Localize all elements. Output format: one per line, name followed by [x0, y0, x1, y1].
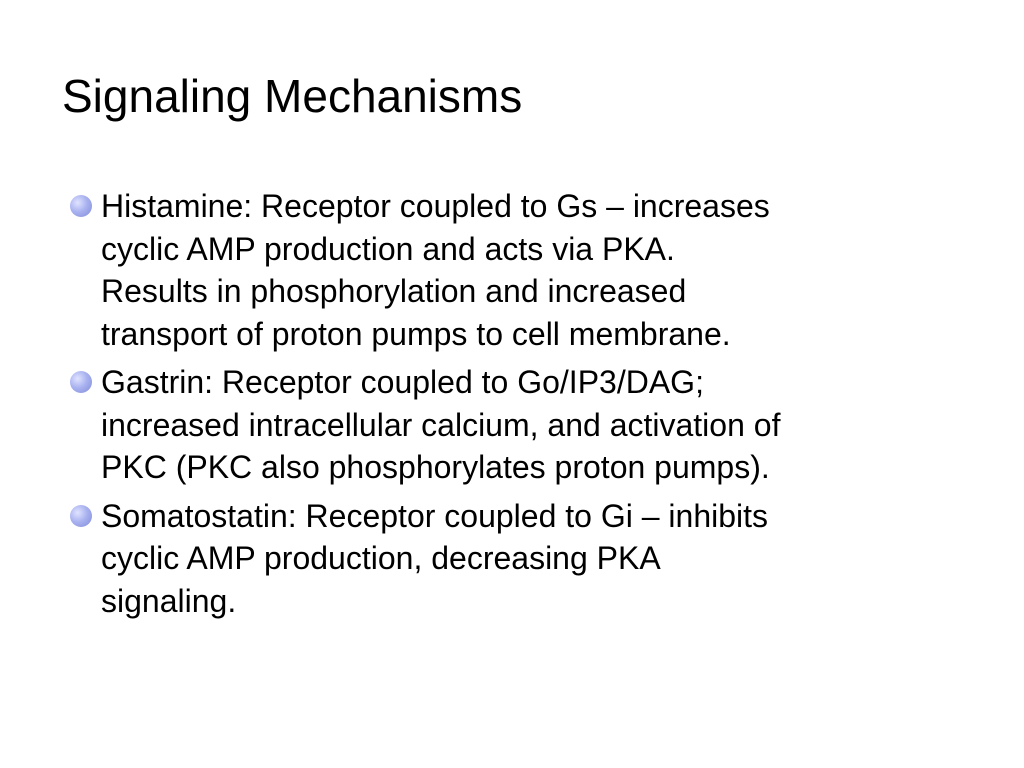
bullet-list: [70, 185, 990, 628]
bullet-text-line: cyclic AMP production and acts via PKA.: [101, 230, 675, 267]
bullet-text-line: increased intracellular calcium, and activation of: [101, 406, 781, 443]
bullet-dot-icon: [70, 371, 92, 393]
bullet-item-somatostatin: [70, 495, 990, 623]
bullet-item-histamine: [70, 185, 990, 355]
bullet-text-line: transport of proton pumps to cell membrane.: [101, 315, 731, 352]
bullet-item-gastrin: [70, 361, 990, 489]
bullet-text-line: Histamine: Receptor coupled to Gs – increases: [101, 188, 770, 224]
bullet-dot-icon: [70, 195, 92, 217]
bullet-text-line: cyclic AMP production, decreasing PKA: [101, 540, 661, 576]
slide-title: Signaling Mechanisms: [62, 70, 523, 122]
bullet-text-line: signaling.: [101, 582, 237, 619]
bullet-text-line: Somatostatin: Receptor coupled to Gi – inhibits: [101, 497, 769, 534]
bullet-text-line: Results in phosphorylation and increased: [101, 273, 687, 309]
bullet-text-line: Gastrin: Receptor coupled to Go/IP3/DAG;: [101, 364, 704, 400]
bullet-dot-icon: [70, 505, 92, 527]
bullet-text-line: PKC (PKC also phosphorylates proton pumps).: [101, 449, 770, 485]
